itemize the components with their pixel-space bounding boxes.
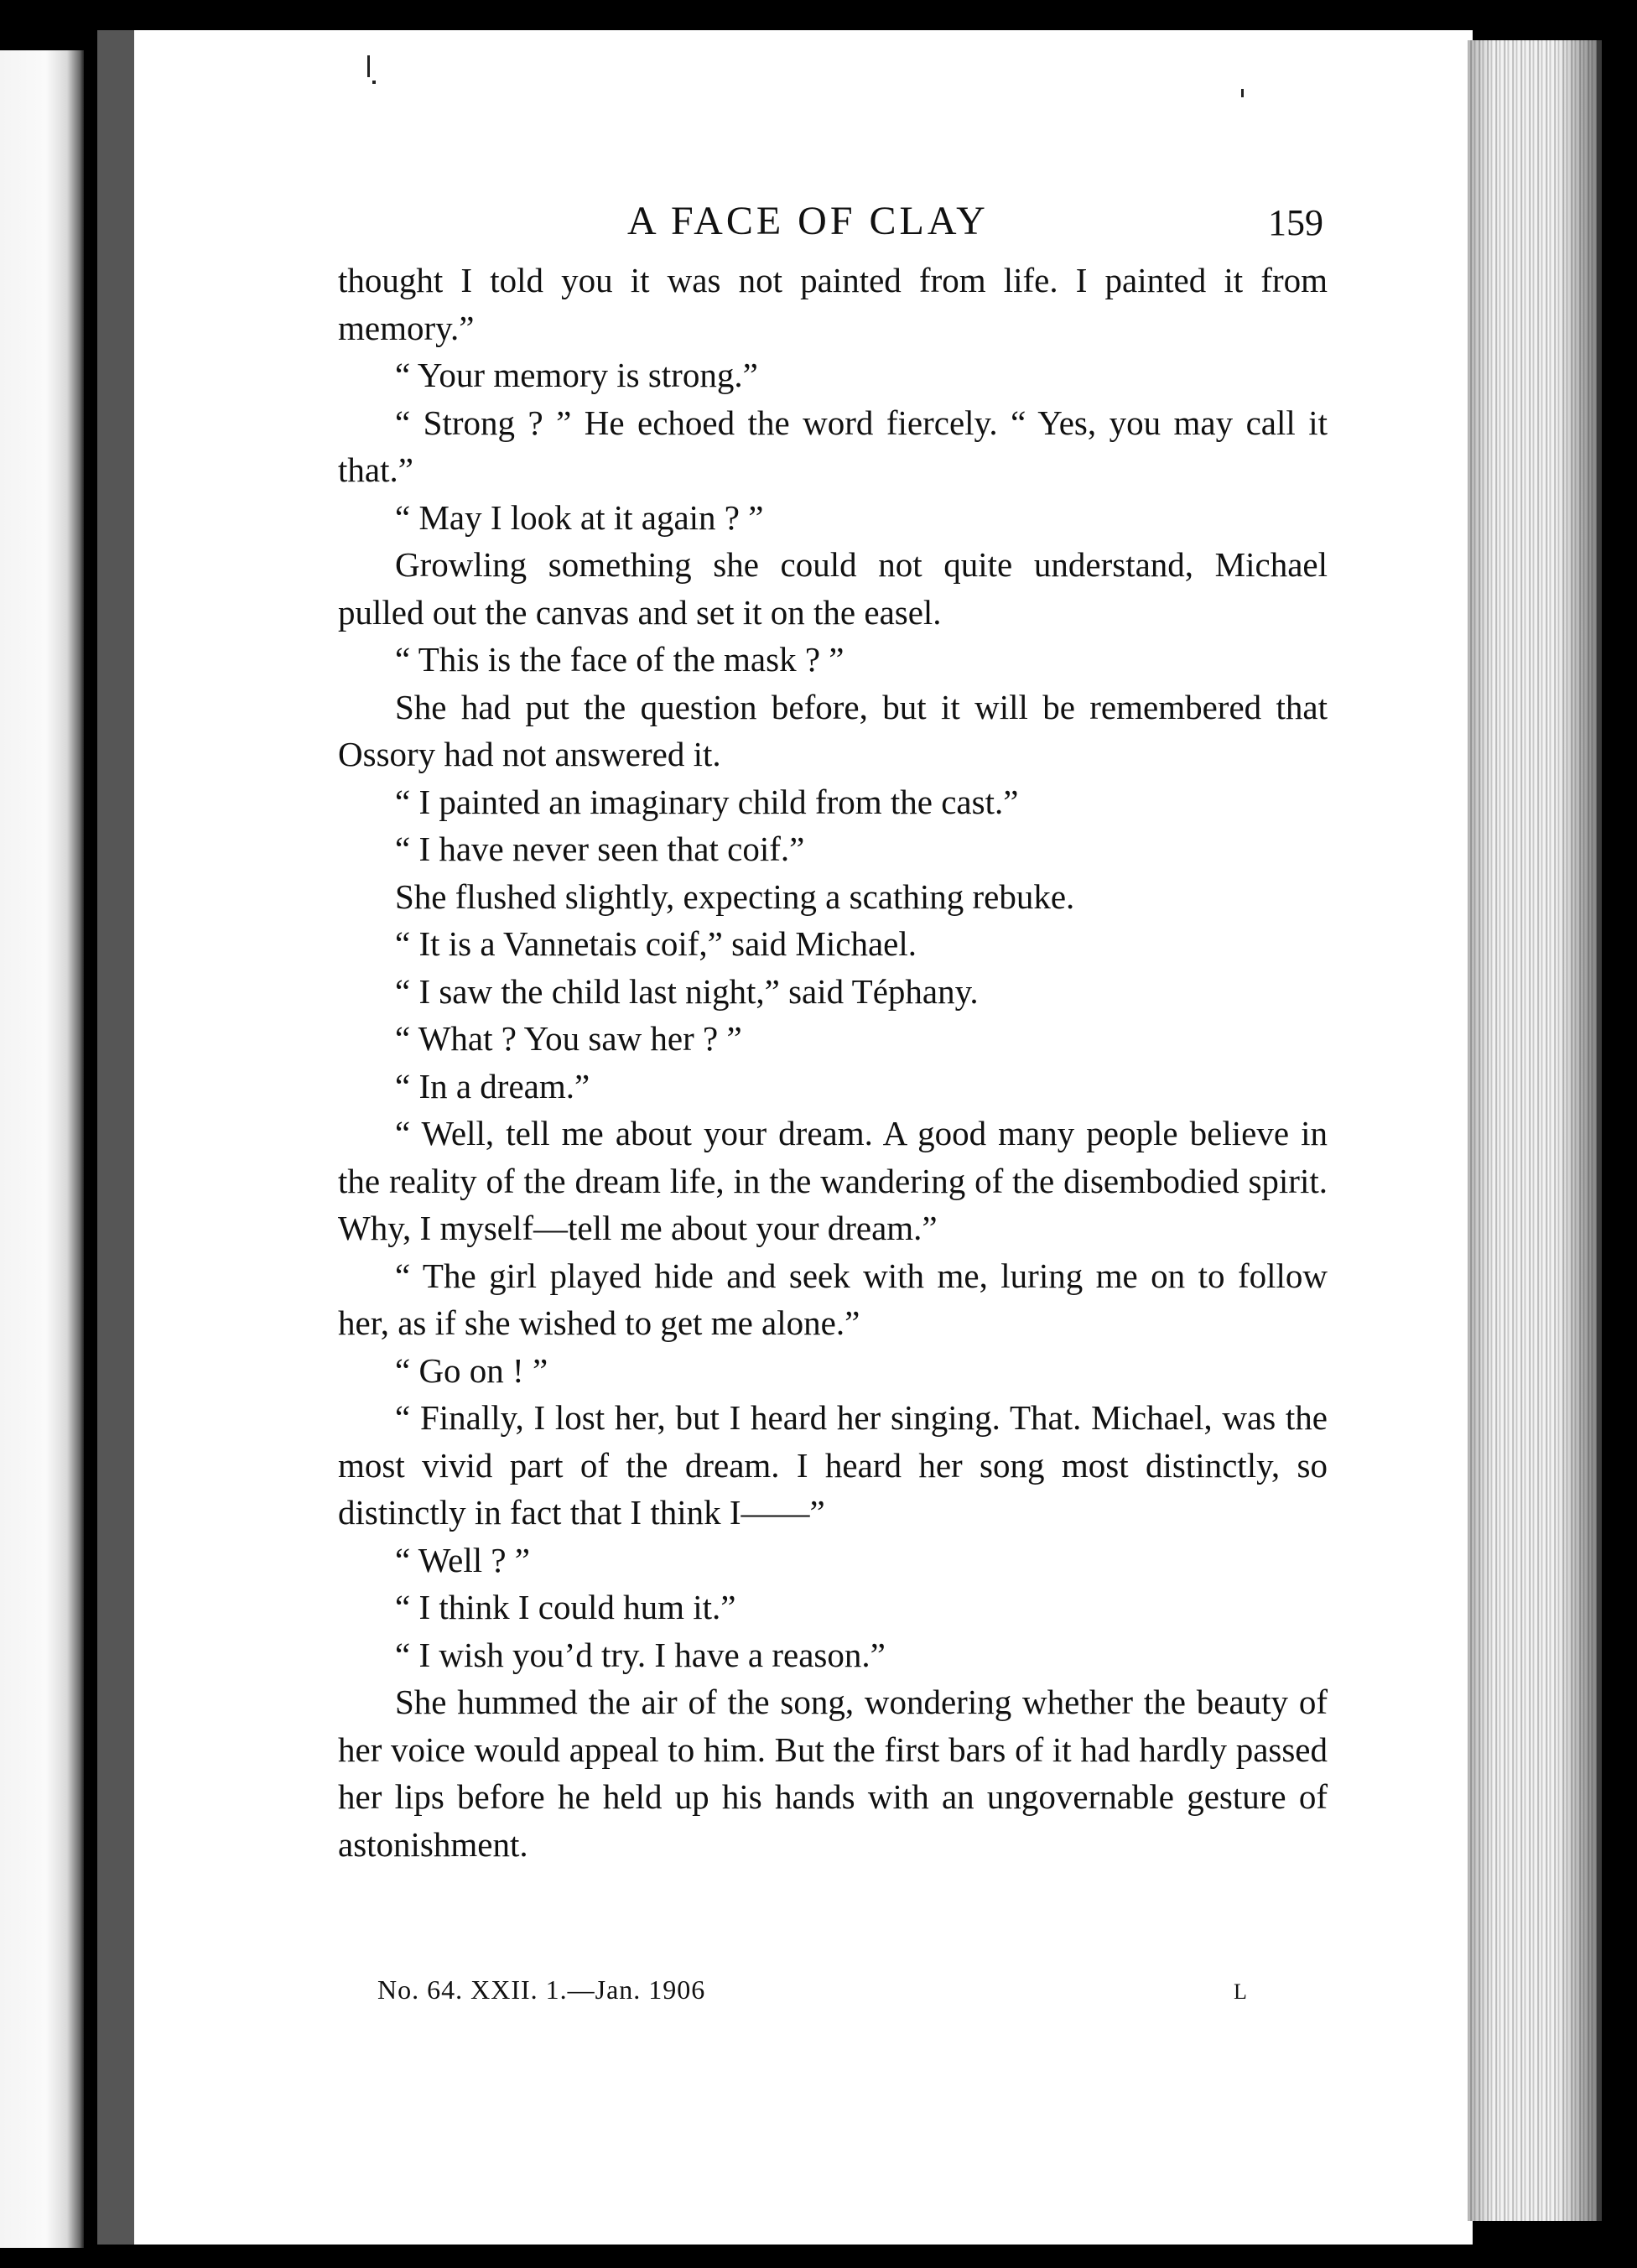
page-number: 159 [1268, 202, 1323, 243]
paragraph: “ Strong ? ” He echoed the word fiercely. “ Yes, you may call it that.” [338, 403, 1328, 489]
running-head: A FACE OF CLAY [627, 199, 989, 243]
page-footer [134, 1974, 1473, 2008]
ink-speck [372, 81, 376, 84]
paragraph: “ I have never seen that coif.” [395, 830, 805, 868]
paragraph: She hummed the air of the song, wondering whether the beauty of her voice would appeal to him. But the first bars of it had hardly passed her lips before he held up his hands with an ungovernable gesture of astonishment. [338, 1683, 1328, 1864]
paragraph: “ Finally, I lost her, but I heard her singing. That. Michael, was the most vivid part of the dream. I heard her song most distinctly, so distinctly in fact that I think I——” [338, 1398, 1328, 1532]
facing-page-edge [0, 50, 84, 2248]
paragraph: “ I saw the child last night,” said Téphany. [395, 971, 979, 1011]
paragraph: “ In a dream.” [395, 1066, 590, 1105]
paragraph: “ May I look at it again ? ” [395, 497, 764, 537]
paragraph: “ What ? You saw her ? ” [395, 1019, 742, 1058]
body-text [338, 257, 1328, 1868]
page-block-edges [1468, 40, 1602, 2221]
paragraph: “ Well ? ” [395, 1540, 530, 1579]
signature-mark: L [1234, 1979, 1247, 2004]
paragraph: “ The girl played hide and seek with me, luring me on to follow her, as if she wished to get me alone.” [338, 1256, 1328, 1342]
page-header [134, 198, 1473, 248]
ink-speck [367, 55, 370, 77]
paragraph: thought I told you it was not painted from life. I painted it from memory.” [338, 261, 1328, 347]
paragraph: “ It is a Vannetais coif,” said Michael. [395, 924, 917, 963]
paragraph: Growling something she could not quite understand, Michael pulled out the canvas and set it on the easel. [338, 545, 1328, 632]
signature-line: No. 64. XXII. 1.—Jan. 1906 [377, 1974, 706, 2005]
paragraph: She had put the question before, but it will be remembered that Ossory had not answered it. [338, 687, 1328, 773]
paragraph: “ Go on ! ” [395, 1350, 548, 1390]
paragraph: “ Well, tell me about your dream. A good many people believe in the reality of the dream life, in the wandering of the disembodied spirit. Why, I myself—tell me about your dream.” [338, 1114, 1328, 1247]
paragraph: “ I painted an imaginary child from the cast.” [395, 782, 1019, 821]
paragraph: “ I think I could hum it.” [395, 1588, 736, 1626]
paragraph: “ This is the face of the mask ? ” [395, 640, 844, 679]
paragraph: “ I wish you’d try. I have a reason.” [395, 1635, 886, 1674]
book-page [97, 30, 1473, 2245]
ink-speck [1241, 89, 1244, 97]
paragraph: “ Your memory is strong.” [395, 356, 758, 394]
paragraph: She flushed slightly, expecting a scathing rebuke. [395, 877, 1075, 916]
